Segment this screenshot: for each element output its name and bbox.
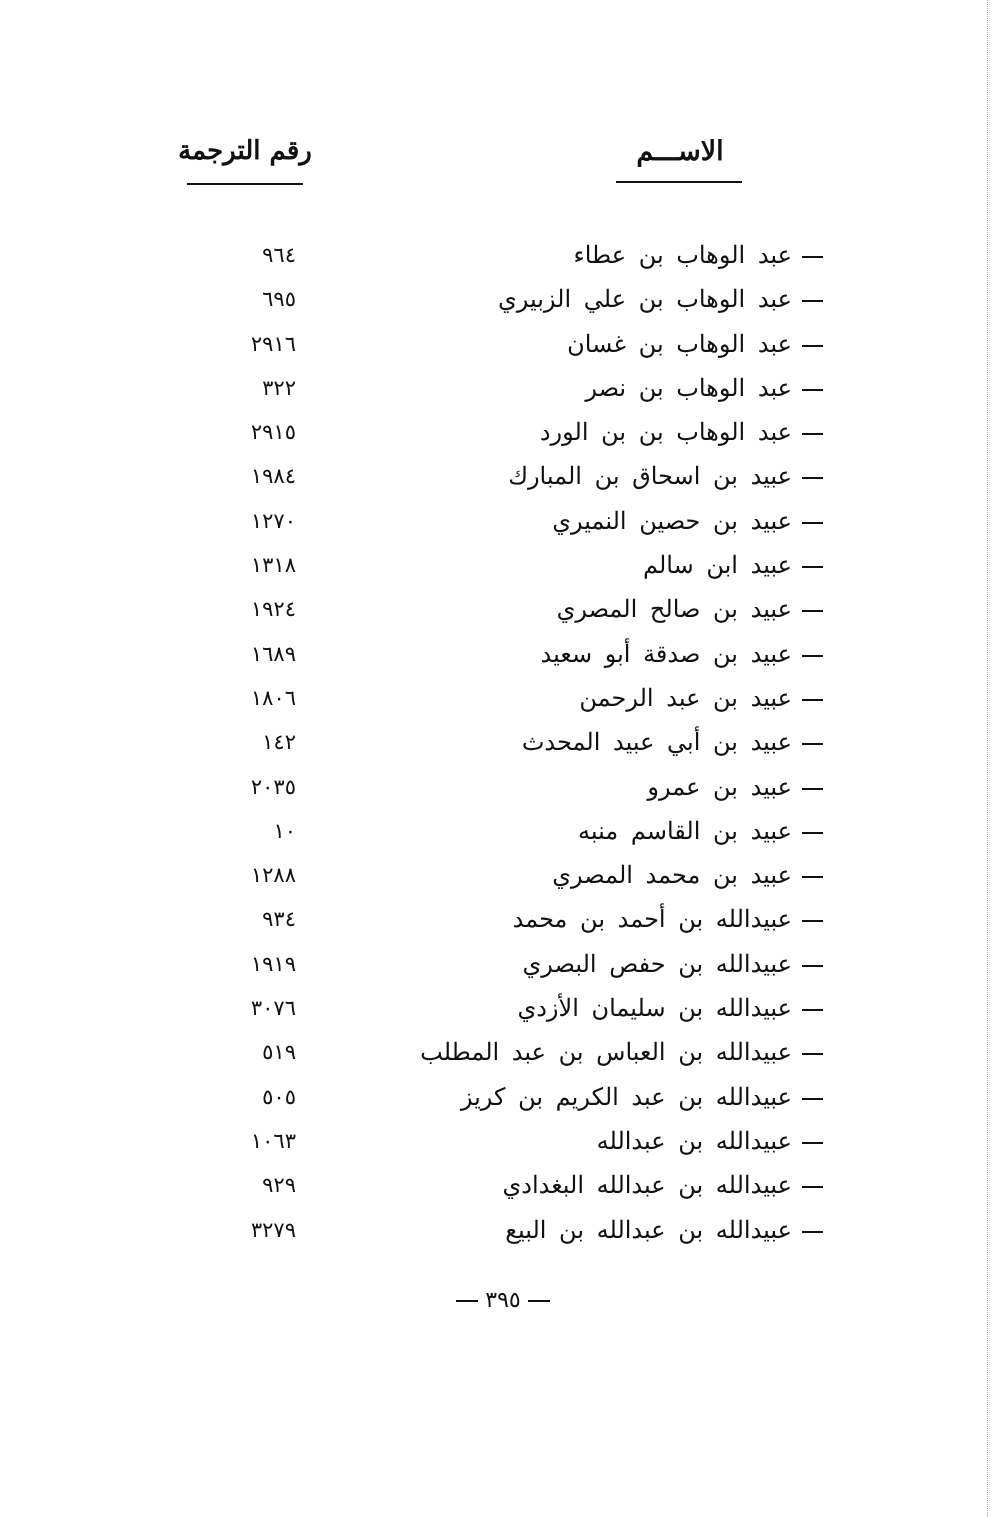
list-item [0,766,1006,810]
list-item [0,1120,1006,1164]
biography-index-list [0,234,1006,1253]
entry-number: ٦٩٥ [262,287,296,312]
list-item [0,367,1006,411]
entry-number: ١٩٢٤ [250,597,296,622]
entry-dash [802,1053,823,1055]
entry-number: ١٢٨٨ [250,863,296,888]
entry-dash [802,655,823,657]
list-item [0,1164,1006,1208]
entry-dash [802,699,823,701]
list-item [0,854,1006,898]
list-item [0,1209,1006,1253]
entry-number: ١٨٠٦ [250,685,296,710]
page-footer [0,1288,1006,1313]
entry-number: ٥٠٥ [262,1084,296,1109]
entry-dash [802,920,823,922]
entry-number: ٣٢٢ [262,375,296,400]
entry-name: عبيدالله بن العباس بن عبد المطلب [420,1038,792,1067]
page-number: ٣٩٥ [485,1288,521,1313]
entry-number: ٩٣٤ [262,907,296,932]
list-item [0,588,1006,632]
entry-name: عبد الوهاب بن بن الورد [539,418,792,447]
entry-number: ١٤٢ [262,730,296,755]
entry-name: عبيد بن صالح المصري [556,595,792,624]
list-item [0,721,1006,765]
entry-dash [802,1186,823,1188]
entry-name: عبيد بن اسحاق بن المبارك [508,462,792,491]
entry-dash [802,256,823,258]
entry-dash [802,876,823,878]
entry-dash [802,522,823,524]
list-item [0,1076,1006,1120]
entry-number: ٣٢٧٩ [250,1217,296,1242]
entry-name: عبيد بن محمد المصري [552,861,792,890]
entry-name: عبيدالله بن عبدالله [596,1126,792,1155]
list-item [0,677,1006,721]
entry-name: عبيد ابن سالم [643,551,792,580]
entry-dash [802,788,823,790]
list-item [0,544,1006,588]
name-column-header: الاســـم [636,136,724,167]
entry-dash [802,477,823,479]
name-header-underline [616,181,742,183]
entry-dash [802,1231,823,1233]
list-item [0,323,1006,367]
entry-name: عبيدالله بن حفص البصري [522,949,792,978]
entry-name: عبد الوهاب بن علي الزبيري [497,285,792,314]
footer-dash-left [456,1300,478,1302]
list-item [0,987,1006,1031]
entry-number: ٢٩١٥ [250,420,296,445]
entry-dash [802,1098,823,1100]
list-item [0,411,1006,455]
entry-number: ١٠٦٣ [250,1128,296,1153]
list-item [0,278,1006,322]
entry-dash [802,832,823,834]
entry-name: عبيدالله بن أحمد بن محمد [512,905,792,934]
footer-dash-right [528,1300,550,1302]
entry-name: عبيد بن القاسم منبه [578,816,792,845]
entry-dash [802,389,823,391]
entry-number: ٥١٩ [262,1040,296,1065]
entry-number: ١٩٨٤ [250,464,296,489]
entry-number: ١٦٨٩ [250,641,296,666]
column-headers [0,136,1006,196]
entry-number: ١٩١٩ [250,951,296,976]
entry-dash [802,743,823,745]
list-item [0,810,1006,854]
list-item [0,500,1006,544]
entry-name: عبد الوهاب بن نصر [585,373,792,402]
list-item [0,455,1006,499]
number-header-underline [187,183,303,185]
entry-number: ٣٠٧٦ [250,996,296,1021]
entry-name: عبيد بن صدقة أبو سعيد [540,639,792,668]
list-item [0,898,1006,942]
entry-dash [802,965,823,967]
entry-number: ٩٦٤ [262,243,296,267]
list-item [0,234,1006,278]
list-item [0,1031,1006,1075]
entry-dash [802,1142,823,1144]
entry-name: عبد الوهاب بن غسان [567,329,792,358]
entry-name: عبيدالله بن عبدالله بن البيع [505,1215,792,1244]
entry-number: ٩٢٩ [262,1173,296,1198]
entry-name: عبيد بن عبد الرحمن [579,683,792,712]
entry-dash [802,300,823,302]
entry-name: عبيد بن عمرو [647,772,792,801]
entry-dash [802,345,823,347]
list-item [0,633,1006,677]
entry-number: ٢٩١٦ [250,331,296,356]
entry-number: ١٠ [273,818,296,843]
entry-number: ١٢٧٠ [250,508,296,533]
entry-name: عبيدالله بن سليمان الأزدي [517,994,792,1023]
number-column-header: رقم الترجمة [178,136,312,166]
entry-name: عبد الوهاب بن عطاء [573,241,792,269]
entry-name: عبيد بن حصين النميري [552,506,792,535]
entry-number: ١٣١٨ [250,553,296,578]
entry-name: عبيدالله بن عبد الكريم بن كريز [460,1082,792,1111]
list-item [0,943,1006,987]
entry-dash [802,1009,823,1011]
entry-dash [802,433,823,435]
entry-dash [802,610,823,612]
entry-name: عبيد بن أبي عبيد المحدث [521,728,792,757]
entry-name: عبيدالله بن عبدالله البغدادي [502,1171,792,1200]
entry-number: ٢٠٣٥ [250,774,296,799]
entry-dash [802,566,823,568]
